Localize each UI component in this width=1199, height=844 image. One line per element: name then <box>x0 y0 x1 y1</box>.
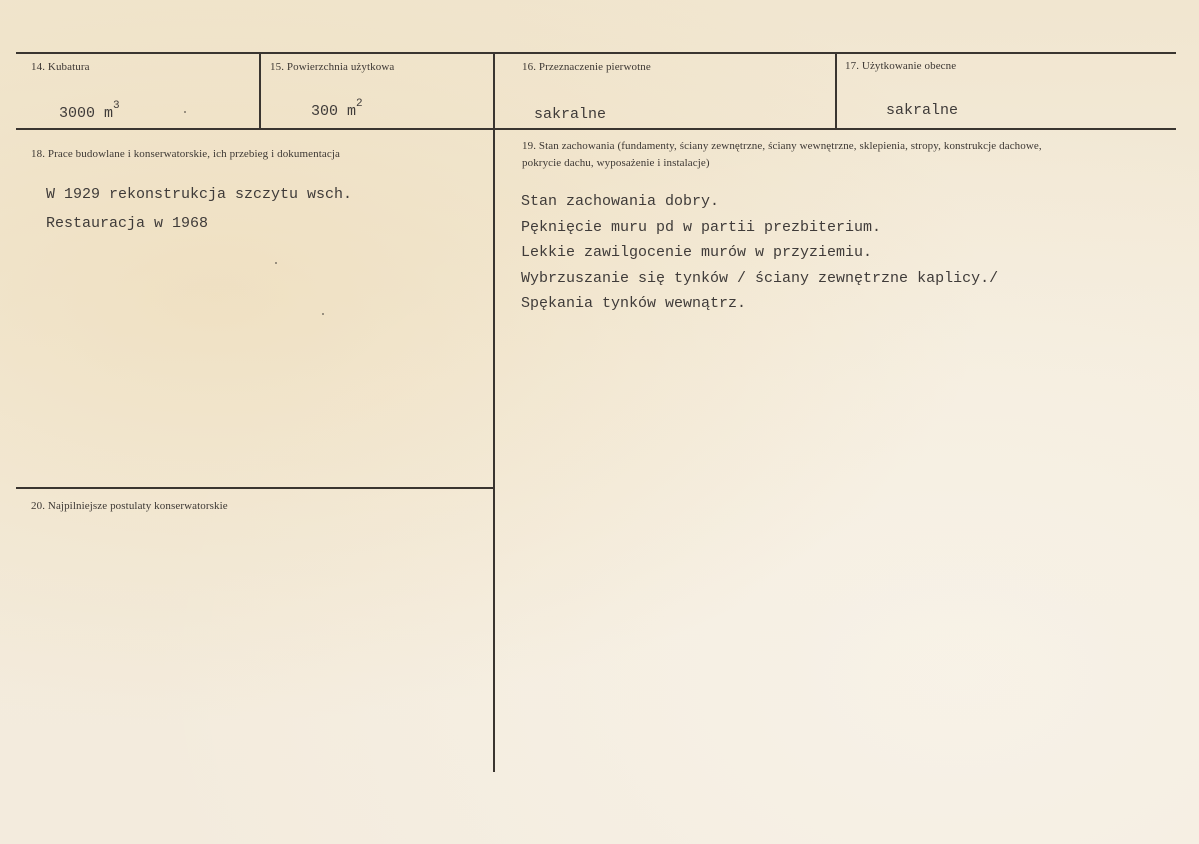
field-14-unit-exponent: 3 <box>113 100 120 112</box>
field-19-line: Stan zachowania dobry. <box>521 193 720 210</box>
row-divider <box>16 128 1176 130</box>
paper-speck <box>322 313 324 315</box>
field-14-label: 14. Kubatura <box>31 61 90 73</box>
field-16-value: sakralne <box>534 106 607 123</box>
field-19-line: Pęknięcie muru pd w partii prezbiterium. <box>521 218 882 236</box>
field-18-label: 18. Prace budowlane i konserwatorskie, ich przebieg i dokumentacja <box>31 148 340 160</box>
field-18-text <box>46 180 352 238</box>
field-19-line: Lekkie zawilgocenie murów w przyziemiu. <box>521 244 873 261</box>
paper-speck <box>184 111 186 113</box>
field-15-number: 300 m <box>311 103 357 120</box>
column-divider-main <box>493 52 495 772</box>
field-15-label: 15. Powierzchnia użytkowa <box>270 61 395 73</box>
field-17-value: sakralne <box>886 102 959 119</box>
field-20-label: 20. Najpilniejsze postulaty konserwatorskie <box>31 500 228 512</box>
column-divider-1 <box>259 52 261 129</box>
field-14-value <box>59 100 120 122</box>
field-19-label: 19. Stan zachowania (fundamenty, ściany zewnętrzne, ściany wewnętrzne, sklepienia, stropy, konstrukcje dachowe, pokrycie dachu, wyposażenie i instalacje) <box>522 140 1042 169</box>
field-15-unit-exponent: 2 <box>356 98 363 110</box>
field-14-number: 3000 m <box>59 105 114 122</box>
field-19-line: Spękania tynków wewnątrz. <box>521 295 747 312</box>
field-19-line: Wybrzuszanie się tynków / ściany zewnętrzne kaplicy./ <box>521 269 999 287</box>
section-divider <box>16 487 493 489</box>
field-19-text <box>521 189 998 317</box>
top-rule <box>16 52 1176 54</box>
field-18-line: Restauracja w 1968 <box>46 215 209 232</box>
field-16-label: 16. Przeznaczenie pierwotne <box>522 61 651 73</box>
field-15-value <box>311 98 363 120</box>
paper-speck <box>275 262 277 264</box>
field-17-label: 17. Użytkowanie obecne <box>845 60 957 72</box>
field-18-line: W 1929 rekonstrukcja szczytu wsch. <box>46 186 353 203</box>
column-divider-3 <box>835 52 837 129</box>
